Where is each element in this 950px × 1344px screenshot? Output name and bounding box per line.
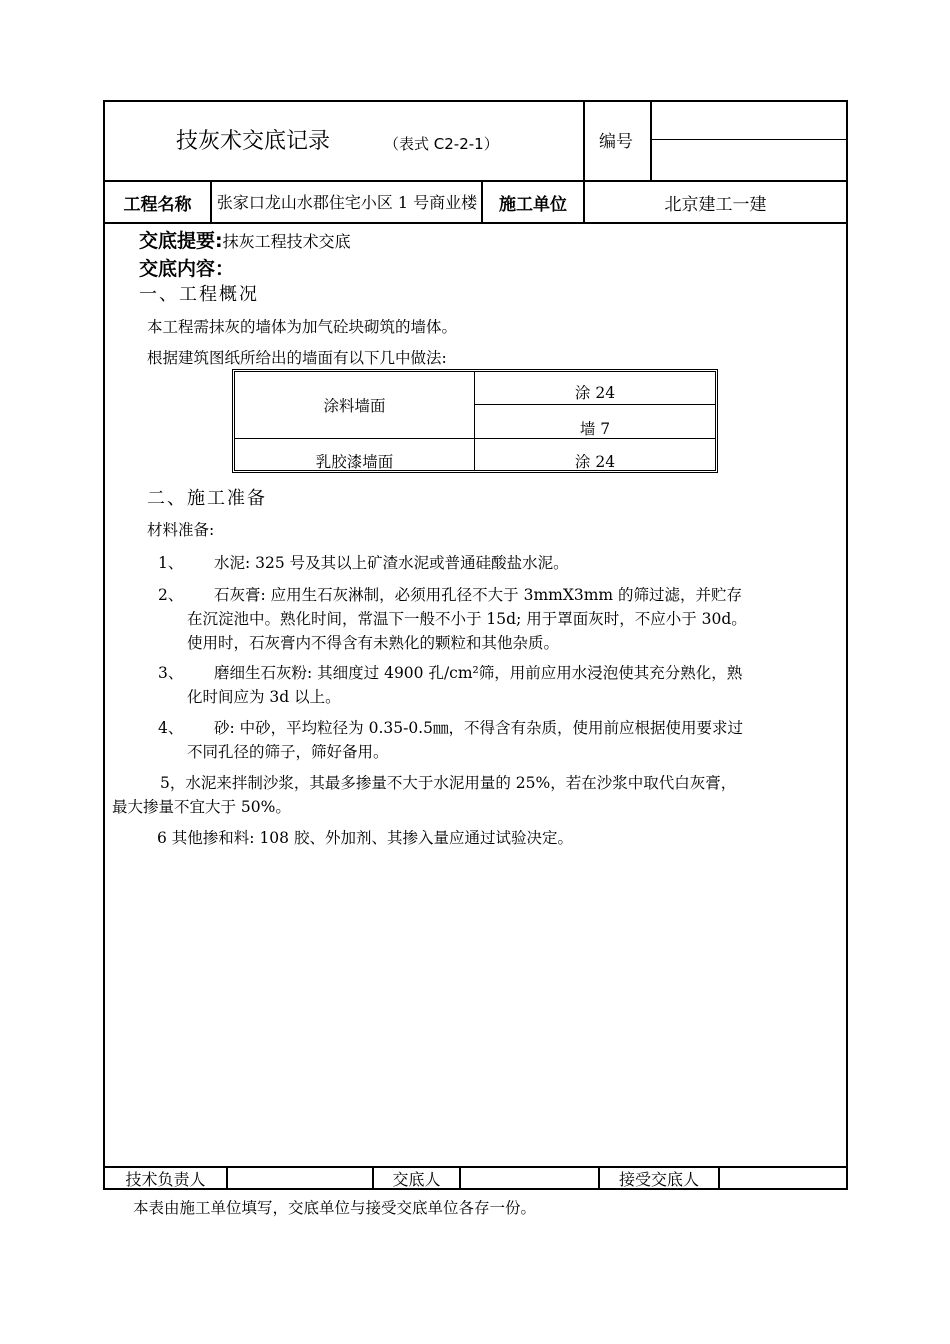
tech-lead-label: 技术负责人 [125,1170,206,1189]
project-name-label: 工程名称 [123,194,192,215]
materials-label: 材料准备: [147,521,215,539]
receiver-label: 接受交底人 [618,1170,699,1189]
section1-line1: 本工程需抹灰的墙体为加气砼块砌筑的墙体。 [147,318,458,336]
receiver-signature-field[interactable] [720,1168,846,1189]
wall-table-subline [474,404,716,405]
number-inner-line [650,139,848,140]
discloser-signature-field[interactable] [461,1168,598,1189]
item5-line1: 5，水泥来拌制沙浆，其最多掺量不大于水泥用量的 25%，若在沙浆中取代白灰膏， [160,774,737,792]
list-item-continuation: 在沉淀池中。熟化时间，常温下一般不小于 15d; 用于罩面灰时，不应小于 30d。 [187,610,747,628]
list-item-continuation: 化时间应为 3d 以上。 [187,688,341,706]
wall-code-cell: 墙 7 [579,420,611,438]
list-item: 砂: 中砂，平均粒径为 0.35-0.5㎜，不得含有杂质，使用前应根据使用要求过 [214,719,743,737]
section1-line2: 根据建筑图纸所给出的墙面有以下几中做法: [147,349,447,367]
list-item-number: 3、 [158,664,184,682]
wall-code-cell: 涂 24 [574,453,616,471]
list-item-number: 4、 [158,719,184,737]
section2-heading: 二、施工准备 [147,488,267,509]
list-item-number: 2、 [158,586,184,604]
form-title: 技灰术交底记录 [176,129,331,154]
construction-unit-label: 施工单位 [499,194,567,215]
tech-lead-signature-field[interactable] [228,1168,372,1189]
summary-colon: : [215,230,223,252]
section1-heading: 一、工程概况 [139,284,259,305]
summary-row [139,228,351,255]
wall-code-cell: 涂 24 [574,384,616,402]
discloser-label: 交底人 [392,1170,441,1189]
item6: 6 其他掺和料: 108 胶、外加剂、其掺入量应通过试验决定。 [157,829,573,847]
wall-type-cell: 涂料墙面 [323,397,386,415]
project-name-value: 张家口龙山水郡住宅小区 1 号商业楼 [216,192,478,212]
footnote: 本表由施工单位填写，交底单位与接受交底单位各存一份。 [133,1199,537,1217]
item5-line2: 最大掺量不宜大于 50%。 [112,798,291,816]
wall-type-cell: 乳胶漆墙面 [315,453,394,471]
form-code: （表式 C2-2-1） [384,135,499,153]
summary-value: 抹灰工程技术交底 [222,232,351,251]
construction-unit-value: 北京建工一建 [664,194,767,215]
list-item: 石灰膏: 应用生石灰淋制，必须用孔径不大于 3mmX3mm 的筛过滤，并贮存 [214,586,743,604]
number-label: 编号 [599,132,633,152]
list-item-number: 1、 [158,554,184,572]
content-label: 交底内容： [139,258,235,280]
list-item-continuation: 不同孔径的筛子，筛好备用。 [187,743,389,761]
summary-label: 交底提要 [139,230,216,252]
header-vsplit [583,100,585,182]
project-divider [103,222,848,224]
project-v1 [210,180,212,223]
list-item-continuation: 使用时，石灰膏内不得含有未熟化的颗粒和其他杂质。 [187,634,560,652]
list-item: 水泥: 325 号及其以上矿渣水泥或普通硅酸盐水泥。 [214,554,569,572]
number-value[interactable] [656,145,842,175]
list-item: 磨细生石灰粉: 其细度过 4900 孔/cm²筛，用前应用水浸泡使其充分熟化，熟 [214,664,743,682]
number-vsplit [650,100,652,182]
